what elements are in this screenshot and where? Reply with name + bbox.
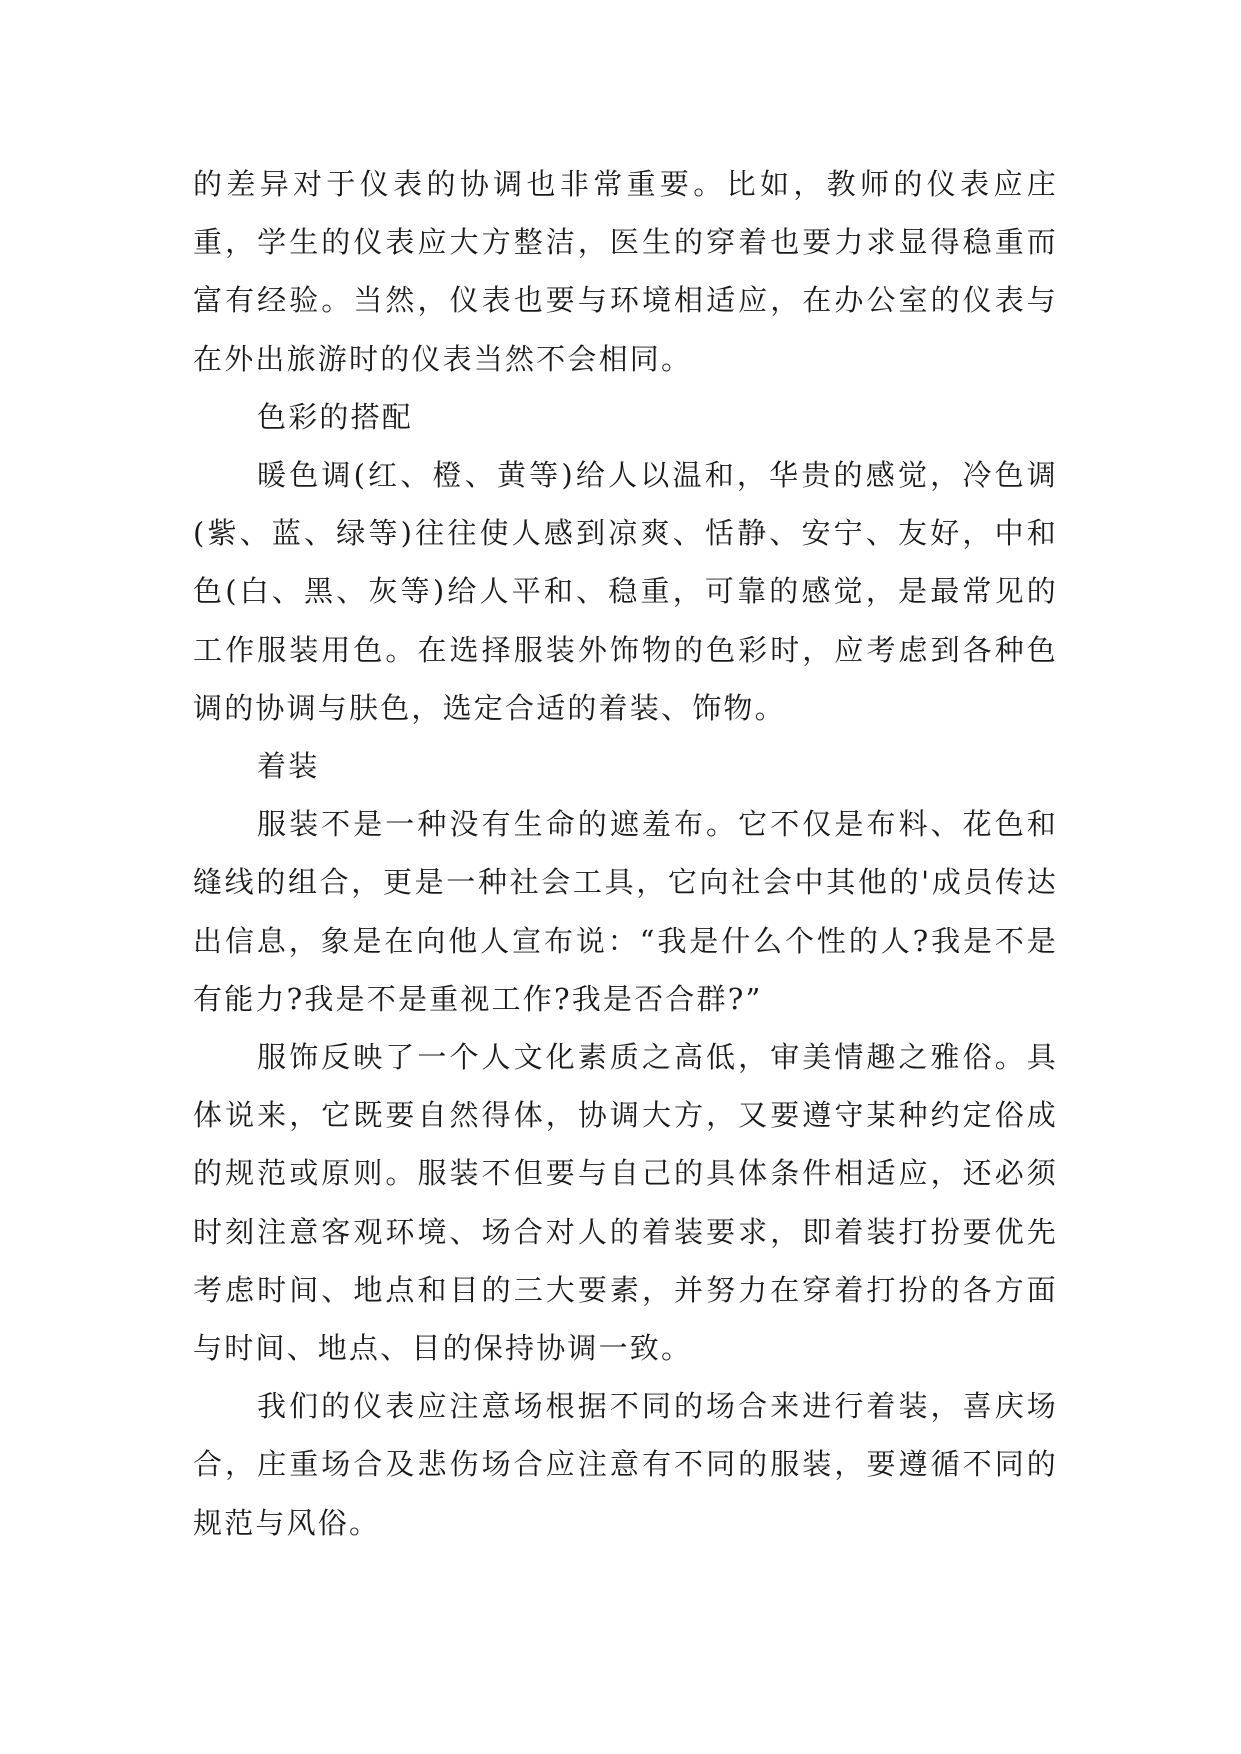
paragraph-appearance-difference: 的差异对于仪表的协调也非常重要。比如，教师的仪表应庄重，学生的仪表应大方整洁，医生的穿着也要力求显得稳重而富有经验。当然，仪表也要与环境相适应，在办公室的仪表与在外出旅游时的仪表当然不会相同。 xyxy=(193,167,1058,376)
section-heading-dressing: 着装 xyxy=(257,749,320,784)
paragraph-clothing-reflects-culture: 服饰反映了一个人文化素质之高低，审美情趣之雅俗。具体说来，它既要自然得体，协调大方，又要遵守某种约定俗成的规范或原则。服装不但要与自己的具体条件相适应，还必须时刻注意客观环境、场合对人的着装要求，即着装打扮要优先考虑时间、地点和目的三大要素，并努力在穿着打扮的各方面与时间、地点、目的保持协调一致。 xyxy=(193,1040,1058,1366)
paragraph-clothing-social-tool: 服装不是一种没有生命的遮羞布。它不仅是布料、花色和缝线的组合，更是一种社会工具，它向社会中其他的'成员传达出信息，象是在向他人宣布说：“我是什么个性的人?我是不是有能力?我是不是重视工作?我是否合群?” xyxy=(193,807,1058,1016)
paragraph-color-tones: 暖色调(红、橙、黄等)给人以温和，华贵的感觉，冷色调(紫、蓝、绿等)往往使人感到凉爽、恬静、安宁、友好，中和色(白、黑、灰等)给人平和、稳重，可靠的感觉，是最常见的工作服装用色。在选择服装外饰物的色彩时，应考虑到各种色调的协调与肤色，选定合适的着装、饰物。 xyxy=(193,458,1058,725)
paragraph-occasion-dressing: 我们的仪表应注意场根据不同的场合来进行着装，喜庆场合，庄重场合及悲伤场合应注意有不同的服装，要遵循不同的规范与风俗。 xyxy=(193,1389,1058,1540)
section-heading-color-matching: 色彩的搭配 xyxy=(257,399,414,434)
document-body xyxy=(193,155,1058,1552)
